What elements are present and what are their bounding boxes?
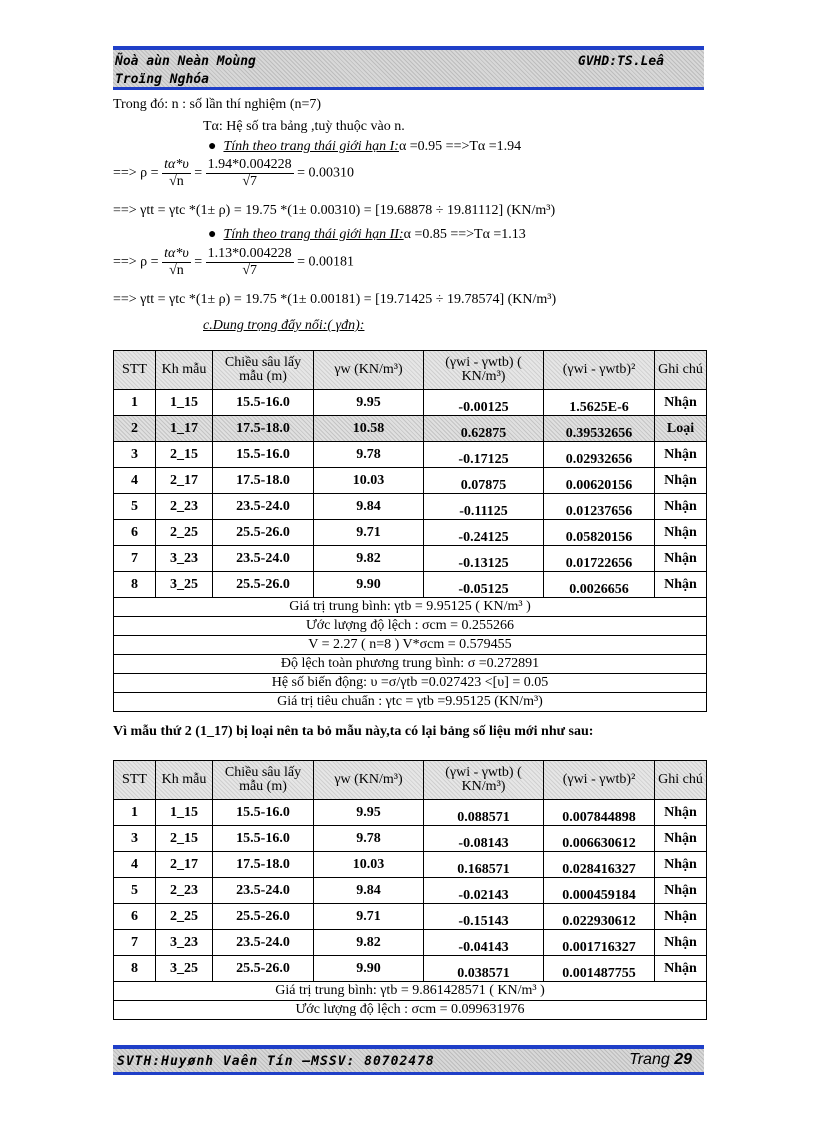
header-title-line2: Troïng Nghóa (115, 72, 209, 87)
table-row (114, 546, 707, 572)
table-cell: 3 (114, 442, 156, 468)
table-cell: 3_23 (156, 930, 213, 956)
table-cell: Nhận (655, 468, 707, 494)
table-cell: -0.11125 (424, 494, 544, 520)
table-cell: 15.5-16.0 (213, 826, 314, 852)
table-cell: -0.15143 (424, 904, 544, 930)
table-cell: Nhận (655, 572, 707, 598)
bullet-icon: ● (208, 227, 224, 242)
header-title-line1: Ñoà aùn Neàn Moùng (115, 54, 256, 69)
table-cell: 2_17 (156, 852, 213, 878)
table-cell: 6 (114, 904, 156, 930)
summary-text: Độ lệch toàn phương trung bình: σ =0.272891 (114, 655, 707, 674)
table-cell: -0.00125 (424, 390, 544, 416)
table-row (114, 520, 707, 546)
column-header: Chiều sâu lấy mẫu (m) (213, 351, 314, 390)
table-cell: Nhận (655, 956, 707, 982)
table-cell: 0.000459184 (544, 878, 655, 904)
table-cell: 1_15 (156, 390, 213, 416)
table-cell: 9.78 (314, 826, 424, 852)
table-cell: 0.038571 (424, 956, 544, 982)
table-cell: 0.01237656 (544, 494, 655, 520)
column-header: Ghi chú (655, 761, 707, 800)
summary-text: Ước lượng độ lệch : σcm = 0.099631976 (114, 1001, 707, 1020)
table-cell: 2_15 (156, 442, 213, 468)
bullet-2-title: Tính theo trang thái giới hạn II: (223, 227, 404, 242)
column-header: STT (114, 351, 156, 390)
table-header-row (114, 351, 707, 390)
table-cell: 3_23 (156, 546, 213, 572)
summary-row (114, 655, 707, 674)
table-cell: 15.5-16.0 (213, 442, 314, 468)
table-cell: Nhận (655, 390, 707, 416)
table-cell: Nhận (655, 494, 707, 520)
table-cell: 10.03 (314, 852, 424, 878)
table-cell: 25.5-26.0 (213, 572, 314, 598)
table-cell: 2_25 (156, 904, 213, 930)
table-cell: 2_23 (156, 878, 213, 904)
table-cell: 9.84 (314, 878, 424, 904)
column-header: (γwi - γwtb) ( KN/m³) (424, 351, 544, 390)
table-row (114, 956, 707, 982)
table-row (114, 930, 707, 956)
bullet-2-rest: α =0.85 ==>Tα =1.13 (403, 227, 526, 242)
note-text: Vì mẫu thứ 2 (1_17) bị loại nên ta bỏ mẫu này,ta có lại bảng số liệu mới như sau: (113, 724, 594, 739)
table-cell: 9.84 (314, 494, 424, 520)
summary-text: Hệ số biến động: υ =σ/γtb =0.027423 <[υ] = 0.05 (114, 674, 707, 693)
table-cell: -0.24125 (424, 520, 544, 546)
table-cell: 0.001487755 (544, 956, 655, 982)
footer-student: SVTH:Huyønh Vaên Tín –MSSV: 80702478 (117, 1054, 435, 1069)
table-cell: 3 (114, 826, 156, 852)
table-cell: 0.39532656 (544, 416, 655, 442)
column-header: (γwi - γwtb) ( KN/m³) (424, 761, 544, 800)
bullet-1-title: Tính theo trang thái giới hạn I: (223, 139, 399, 154)
table-cell: 0.088571 (424, 800, 544, 826)
page-number: Trang 29 (629, 1051, 692, 1068)
table-row (114, 468, 707, 494)
summary-row (114, 982, 707, 1001)
data-table-1 (113, 350, 707, 712)
bullet-1-rest: α =0.95 ==>Tα =1.94 (398, 139, 522, 154)
table-cell: 8 (114, 956, 156, 982)
table-cell: 10.58 (314, 416, 424, 442)
table-cell: 17.5-18.0 (213, 852, 314, 878)
table-cell: 23.5-24.0 (213, 930, 314, 956)
table-cell: 9.90 (314, 572, 424, 598)
table-cell: 3_25 (156, 572, 213, 598)
table-row (114, 878, 707, 904)
bullet-state-2 (208, 227, 526, 243)
table-cell: -0.05125 (424, 572, 544, 598)
eq3-result: = 0.00181 (297, 254, 355, 270)
table-cell: 3_25 (156, 956, 213, 982)
section-title: c.Dung trọng đẩy nổi:( γđn): (203, 318, 365, 333)
column-header: (γwi - γwtb)² (544, 761, 655, 800)
table-cell: 7 (114, 546, 156, 572)
eq3-prefix: ==> ρ = (113, 254, 159, 270)
text-line-2: Tα: Hệ số tra bảng ,tuỳ thuộc vào n. (203, 119, 405, 134)
table-cell: Nhận (655, 852, 707, 878)
table-cell: 0.00620156 (544, 468, 655, 494)
column-header: γw (KN/m³) (314, 761, 424, 800)
column-header: Ghi chú (655, 351, 707, 390)
table-row (114, 852, 707, 878)
table-cell: Nhận (655, 546, 707, 572)
table-cell: Nhận (655, 826, 707, 852)
eq3-fraction: $\frac{t\alpha*\upsilon}{√n}$ (164, 246, 189, 278)
table-cell: 9.71 (314, 520, 424, 546)
summary-text: Ước lượng độ lệch : σcm = 0.255266 (114, 617, 707, 636)
page-header (113, 46, 704, 90)
table-cell: 23.5-24.0 (213, 546, 314, 572)
column-header: Kh mẫu (156, 351, 213, 390)
equation-gamma-1: ==> γtt = γtc *(1± ρ) = 19.75 *(1± 0.00310) = [19.68878 ÷ 19.81112] (KN/m³) (113, 203, 556, 218)
table-cell: 2_23 (156, 494, 213, 520)
column-header: STT (114, 761, 156, 800)
data-table-2 (113, 760, 707, 1020)
eq1-fraction: $\frac{t\alpha*\upsilon}{√n}$ (164, 157, 189, 189)
eq1-fraction-values: $\frac{1.94*0.004228}{√7}$ (207, 157, 292, 189)
table-cell: 1 (114, 800, 156, 826)
table-cell: 2_17 (156, 468, 213, 494)
table-cell: 17.5-18.0 (213, 468, 314, 494)
eq3-fraction-values: $\frac{1.13*0.004228}{√7}$ (207, 246, 292, 278)
table-cell: 4 (114, 852, 156, 878)
table-cell: 0.006630612 (544, 826, 655, 852)
table-cell: 15.5-16.0 (213, 800, 314, 826)
summary-row (114, 1001, 707, 1020)
table-row (114, 800, 707, 826)
table-cell: 1.5625E-6 (544, 390, 655, 416)
table-cell: 0.028416327 (544, 852, 655, 878)
equation-rho-1: ==> ρ = $\frac{t\alpha*\upsilon}{√n}$ = $\frac{1.94*0.004228}{√7}$ = 0.00310 (113, 157, 355, 189)
table-cell: 8 (114, 572, 156, 598)
table-cell: 9.95 (314, 390, 424, 416)
table-row (114, 572, 707, 598)
table-cell: 0.022930612 (544, 904, 655, 930)
table-cell: 9.82 (314, 546, 424, 572)
table-row (114, 826, 707, 852)
table-cell: 7 (114, 930, 156, 956)
column-header: Kh mẫu (156, 761, 213, 800)
header-instructor: GVHD:TS.Leâ (577, 54, 664, 69)
table-cell: 9.90 (314, 956, 424, 982)
table-cell: 0.168571 (424, 852, 544, 878)
eq1-result: = 0.00310 (297, 165, 355, 181)
equation-gamma-2: ==> γtt = γtc *(1± ρ) = 19.75 *(1± 0.00181) = [19.71425 ÷ 19.78574] (KN/m³) (113, 292, 557, 307)
bullet-state-1 (208, 139, 521, 155)
table-cell: 2 (114, 416, 156, 442)
table-row (114, 390, 707, 416)
table-cell: 10.03 (314, 468, 424, 494)
table-cell: 0.0026656 (544, 572, 655, 598)
table-cell: 0.02932656 (544, 442, 655, 468)
column-header: Chiều sâu lấy mẫu (m) (213, 761, 314, 800)
summary-row (114, 617, 707, 636)
text-line-1: Trong đó: n : số lần thí nghiệm (n=7) (113, 97, 322, 112)
summary-text: V = 2.27 ( n=8 ) V*σcm = 0.579455 (114, 636, 707, 655)
table-cell: 17.5-18.0 (213, 416, 314, 442)
eq1-prefix: ==> ρ = (113, 165, 159, 181)
bullet-icon: ● (208, 139, 224, 154)
table-cell: Nhận (655, 930, 707, 956)
table-cell: 5 (114, 494, 156, 520)
table-cell: 0.007844898 (544, 800, 655, 826)
table-row (114, 904, 707, 930)
summary-text: Giá trị trung bình: γtb = 9.95125 ( KN/m³ ) (114, 598, 707, 617)
table-cell: 5 (114, 878, 156, 904)
table-cell: Nhận (655, 800, 707, 826)
table-cell: -0.02143 (424, 878, 544, 904)
table-cell: 0.001716327 (544, 930, 655, 956)
table-cell: 25.5-26.0 (213, 956, 314, 982)
table-row (114, 416, 707, 442)
table-cell: 1 (114, 390, 156, 416)
table-cell: 6 (114, 520, 156, 546)
table-cell: 25.5-26.0 (213, 904, 314, 930)
table-cell: 1_15 (156, 800, 213, 826)
table-cell: 23.5-24.0 (213, 494, 314, 520)
page-footer (113, 1045, 704, 1075)
summary-text: Giá trị trung bình: γtb = 9.861428571 ( KN/m³ ) (114, 982, 707, 1001)
table-cell: 9.78 (314, 442, 424, 468)
table-cell: 9.82 (314, 930, 424, 956)
table-row (114, 494, 707, 520)
column-header: (γwi - γwtb)² (544, 351, 655, 390)
summary-row (114, 693, 707, 712)
table-cell: 1_17 (156, 416, 213, 442)
table-header-row (114, 761, 707, 800)
table-cell: -0.04143 (424, 930, 544, 956)
table-cell: 23.5-24.0 (213, 878, 314, 904)
table-cell: 9.71 (314, 904, 424, 930)
table-cell: -0.13125 (424, 546, 544, 572)
table-cell: 2_15 (156, 826, 213, 852)
equation-rho-2: ==> ρ = $\frac{t\alpha*\upsilon}{√n}$ = $\frac{1.13*0.004228}{√7}$ = 0.00181 (113, 246, 355, 278)
table-cell: Nhận (655, 520, 707, 546)
table-cell: 0.07875 (424, 468, 544, 494)
table-cell: 2_25 (156, 520, 213, 546)
summary-row (114, 636, 707, 655)
summary-row (114, 674, 707, 693)
table-cell: 9.95 (314, 800, 424, 826)
table-cell: 4 (114, 468, 156, 494)
table-cell: -0.08143 (424, 826, 544, 852)
summary-row (114, 598, 707, 617)
table-cell: Nhận (655, 878, 707, 904)
table-cell: Loại (655, 416, 707, 442)
table-cell: 0.62875 (424, 416, 544, 442)
table-cell: 25.5-26.0 (213, 520, 314, 546)
table-cell: 0.05820156 (544, 520, 655, 546)
table-cell: -0.17125 (424, 442, 544, 468)
table-cell: Nhận (655, 904, 707, 930)
table-cell: 0.01722656 (544, 546, 655, 572)
summary-text: Giá trị tiêu chuẩn : γtc = γtb =9.95125 (KN/m³) (114, 693, 707, 712)
table-row (114, 442, 707, 468)
table-cell: Nhận (655, 442, 707, 468)
table-cell: 15.5-16.0 (213, 390, 314, 416)
column-header: γw (KN/m³) (314, 351, 424, 390)
